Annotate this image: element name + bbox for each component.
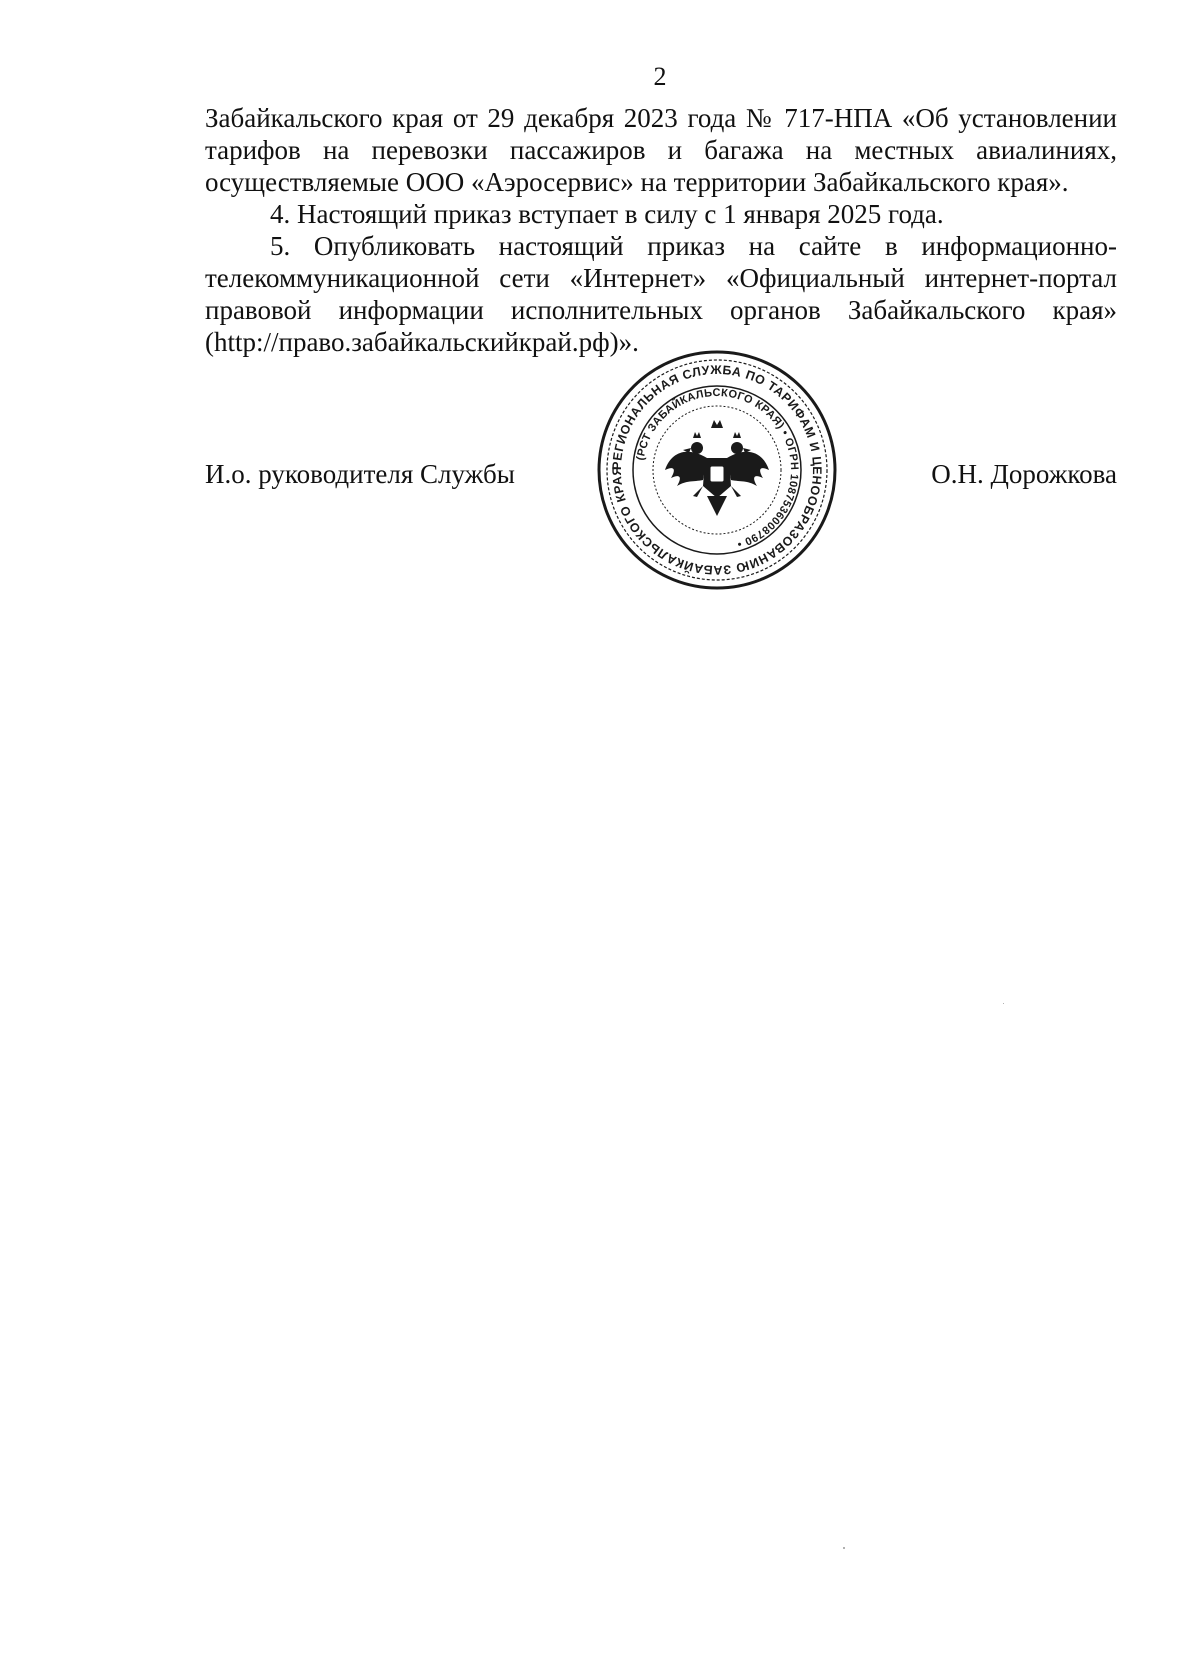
- paragraph-line: Забайкальского края от 29 декабря 2023 года № 717-НПА «Об установлении: [205, 103, 1117, 133]
- paragraph-line: тарифов на перевозки пассажиров и багажа на местных авиалиниях,: [205, 135, 1117, 165]
- paragraph-line: 5. Опубликовать настоящий приказ на сайте в информационно-: [270, 231, 1117, 261]
- signatory-position: И.о. руководителя Службы: [205, 459, 515, 489]
- svg-text:РЕГИОНАЛЬНАЯ СЛУЖБА ПО ТАРИФАМ: РЕГИОНАЛЬНАЯ СЛУЖБА ПО ТАРИФАМ И ЦЕНООБРАЗОВАНИЮ ЗАБАЙКАЛЬСКОГО КРАЯ: [609, 362, 825, 578]
- document-body: [205, 102, 1117, 358]
- paragraph-line: правовой информации исполнительных органов Забайкальского края»: [205, 295, 1117, 325]
- page-number: 2: [653, 62, 667, 91]
- paragraph-line: телекоммуникационной сети «Интернет» «Официальный интернет-портал: [205, 263, 1117, 293]
- svg-text:(РСТ ЗАБАЙКАЛЬСКОГО КРАЯ) • ОГ: (РСТ ЗАБАЙКАЛЬСКОГО КРАЯ) • ОГРН 1087536008790 •: [634, 386, 801, 551]
- signatory-name: О.Н. Дорожкова: [931, 459, 1117, 489]
- paragraph-line: (http://право.забайкальскийкрай.рф)».: [205, 327, 639, 357]
- paragraph-line: осуществляемые ООО «Аэросервис» на территории Забайкальского края».: [205, 167, 1069, 197]
- seal-icon: [595, 348, 839, 592]
- scan-speck: [843, 1547, 845, 1549]
- scan-speck: [1003, 1003, 1004, 1004]
- official-seal: [595, 348, 839, 592]
- paragraph-effective-date: 4. Настоящий приказ вступает в силу с 1 января 2025 года.: [270, 199, 944, 229]
